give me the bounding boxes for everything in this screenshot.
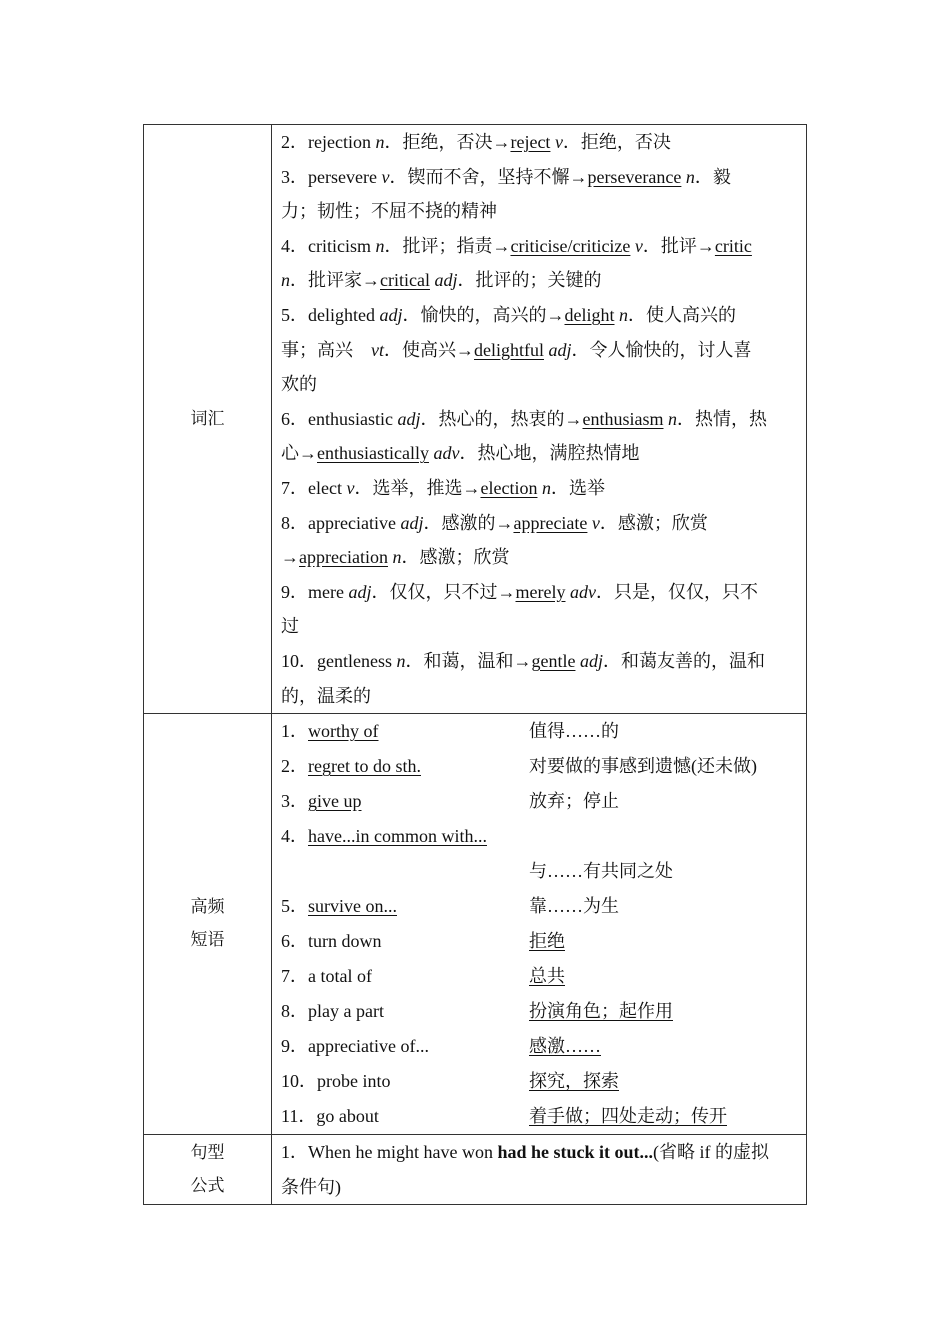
vocab-item-8: 8．appreciative adj．感激的→appreciate v．感激；欣赏 [281, 512, 708, 533]
vocab-content [272, 125, 807, 714]
answer-appreciate: appreciate [513, 512, 588, 533]
vocab-item-2: 2．rejection n．拒绝，否决→reject v．拒绝，否决 [281, 132, 671, 152]
answer-gentle: gentle [531, 650, 576, 671]
answer-perseverance: perseverance [587, 166, 682, 187]
answer-delightful: delightful [474, 339, 544, 360]
phrase-content [272, 714, 807, 1135]
answer-election: election [480, 477, 538, 498]
vocab-item-10-cont: 的，温柔的 [281, 685, 371, 706]
phrase-item-4: 4．have...in common with... [281, 826, 487, 847]
vocab-item-4: 4．criticism n．批评；指责→criticise/criticize v．批评→critic [281, 235, 752, 256]
vocab-item-4-cont: n．批评家→critical adj．批评的；关键的 [281, 270, 602, 291]
pattern-label: 句型 公式 [144, 1135, 272, 1205]
vocab-label: 词汇 [144, 125, 272, 714]
phrase-item-3: 3．give up 放弃；停止 [281, 791, 619, 812]
answer-delight: delight [564, 304, 615, 325]
vocab-item-9-cont: 过 [281, 616, 299, 637]
pattern-content [272, 1135, 807, 1205]
answer-critic: critic [714, 235, 752, 256]
pattern-row [144, 1135, 807, 1205]
vocab-item-8-cont: →appreciation n．感激；欣赏 [281, 547, 510, 568]
vocab-item-6-cont: 心→enthusiastically adv．热心地，满腔热情地 [281, 443, 640, 464]
summary-table [143, 124, 807, 1205]
answer-appreciation: appreciation [299, 547, 388, 568]
vocab-item-3-cont: 力；韧性；不屈不挠的精神 [281, 201, 497, 222]
phrase-item-1: 1．worthy of 值得……的 [281, 721, 619, 742]
answer-criticize: criticise/criticize [510, 235, 631, 256]
vocab-item-6: 6．enthusiastic adj．热心的，热衷的→enthusiasm n．热情，热 [281, 408, 767, 429]
answer-enthusiastically: enthusiastically [317, 443, 429, 464]
phrase-item-9: 9．appreciative of... 感激…… [281, 1036, 601, 1057]
vocab-item-5-cont: 事；高兴 vt．使高兴→delightful adj．令人愉快的，讨人喜 [281, 339, 752, 360]
answer-critical: critical [380, 270, 430, 291]
vocab-item-3: 3．persevere v．锲而不舍，坚持不懈→perseverance n．毅 [281, 166, 731, 187]
phrase-item-10: 10．probe into 探究，探索 [281, 1071, 619, 1092]
answer-enthusiasm: enthusiasm [582, 408, 664, 429]
phrase-label: 高频 短语 [144, 714, 272, 1135]
vocab-item-10: 10．gentleness n．和蔼，温和→gentle adj．和蔼友善的，温和 [281, 650, 765, 671]
phrase-item-4-meaning: 与……有共同之处 [529, 861, 673, 882]
phrase-item-5: 5．survive on... 靠……为生 [281, 896, 619, 917]
answer-reject: reject [510, 132, 551, 152]
phrase-item-7: 7．a total of 总共 [281, 966, 565, 987]
answer-merely: merely [515, 581, 566, 602]
phrase-item-6: 6．turn down 拒绝 [281, 931, 565, 952]
vocab-row [144, 125, 807, 714]
vocab-item-9: 9．mere adj．仅仅，只不过→merely adv．只是，仅仅，只不 [281, 581, 758, 602]
phrase-item-8: 8．play a part 扮演角色；起作用 [281, 1001, 673, 1022]
phrase-item-2: 2．regret to do sth. 对要做的事感到遗憾(还未做) [281, 756, 757, 777]
vocab-item-7: 7．elect v．选举，推选→election n．选举 [281, 477, 605, 498]
pattern-item-1-cont: 条件句) [281, 1176, 341, 1197]
vocab-item-5-cont2: 欢的 [281, 374, 317, 395]
phrase-row [144, 714, 807, 1135]
vocab-item-5: 5．delighted adj．愉快的，高兴的→delight n．使人高兴的 [281, 304, 736, 325]
pattern-item-1: 1．When he might have won had he stuck it out...(省略 if 的虚拟 [281, 1142, 769, 1163]
phrase-item-11: 11．go about 着手做；四处走动；传开 [281, 1106, 727, 1127]
